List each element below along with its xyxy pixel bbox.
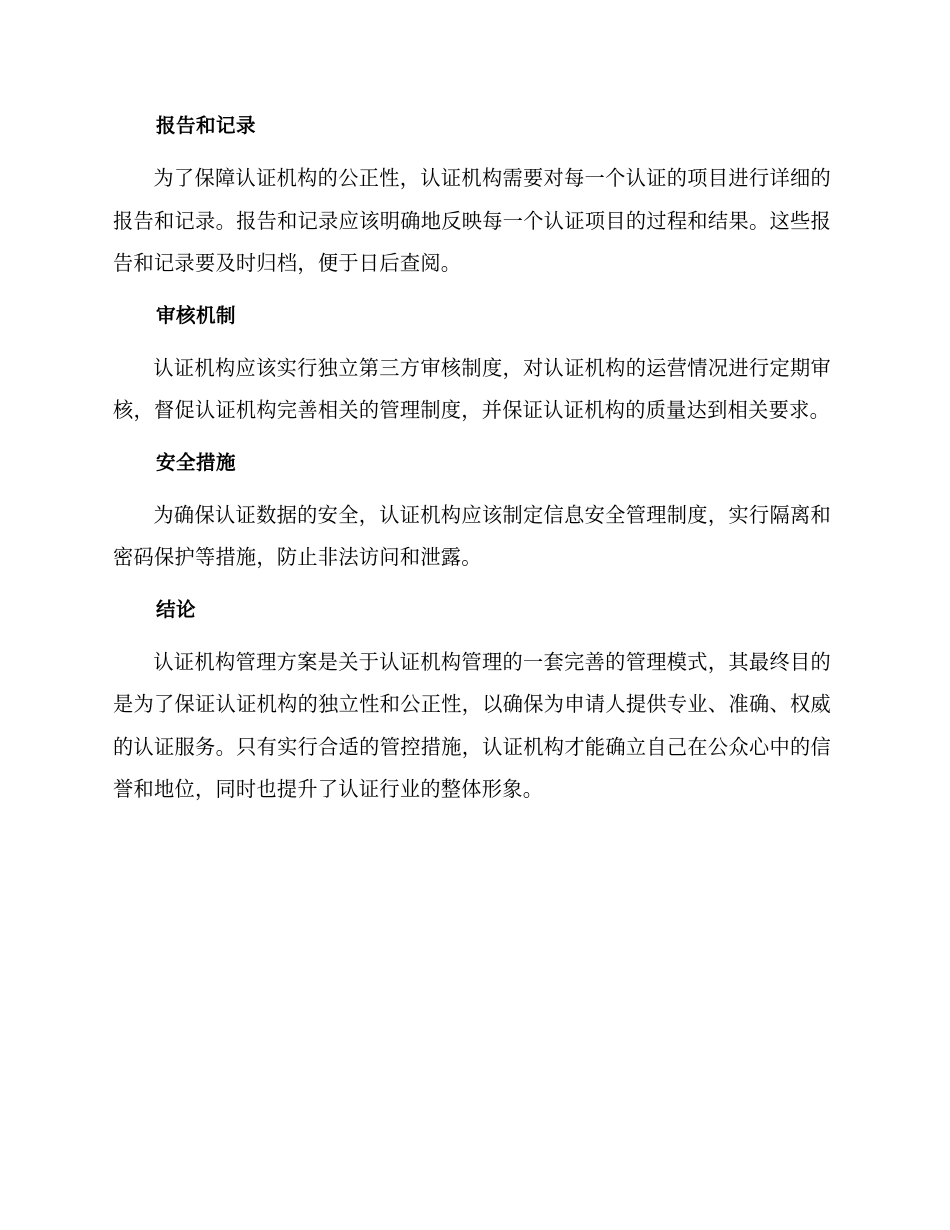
section-heading: 结论 [156,597,197,621]
section-paragraph: 认证机构管理方案是关于认证机构管理的一套完善的管理模式，其最终目的是为了保证认证机构的独立性和公正性，以确保为申请人提供专业、准确、权威的认证服务。只有实行合适的管控措施，认证机构才能确立自己在公众心中的信誉和地位，同时也提升了认证行业的整体形象。 [113,649,831,801]
section-security-measures [113,442,831,579]
section-paragraph: 为了保障认证机构的公正性，认证机构需要对每一个认证的项目进行详细的报告和记录。报告和记录应该明确地反映每一个认证项目的过程和结果。这些报告和记录要及时归档，便于日后查阅。 [113,166,831,275]
section-paragraph: 认证机构应该实行独立第三方审核制度，对认证机构的运营情况进行定期审核，督促认证机构完善相关的管理制度，并保证认证机构的质量达到相关要求。 [113,355,831,422]
section-conclusion [113,589,831,811]
section-heading: 审核机制 [156,303,237,327]
section-heading: 报告和记录 [156,114,257,137]
document-content [113,105,831,821]
section-audit-mechanism [113,295,831,432]
section-reports-and-records [113,105,831,285]
section-paragraph: 为确保认证数据的安全，认证机构应该制定信息安全管理制度，实行隔离和密码保护等措施，防止非法访问和泄露。 [113,502,831,569]
section-heading: 安全措施 [156,450,237,474]
